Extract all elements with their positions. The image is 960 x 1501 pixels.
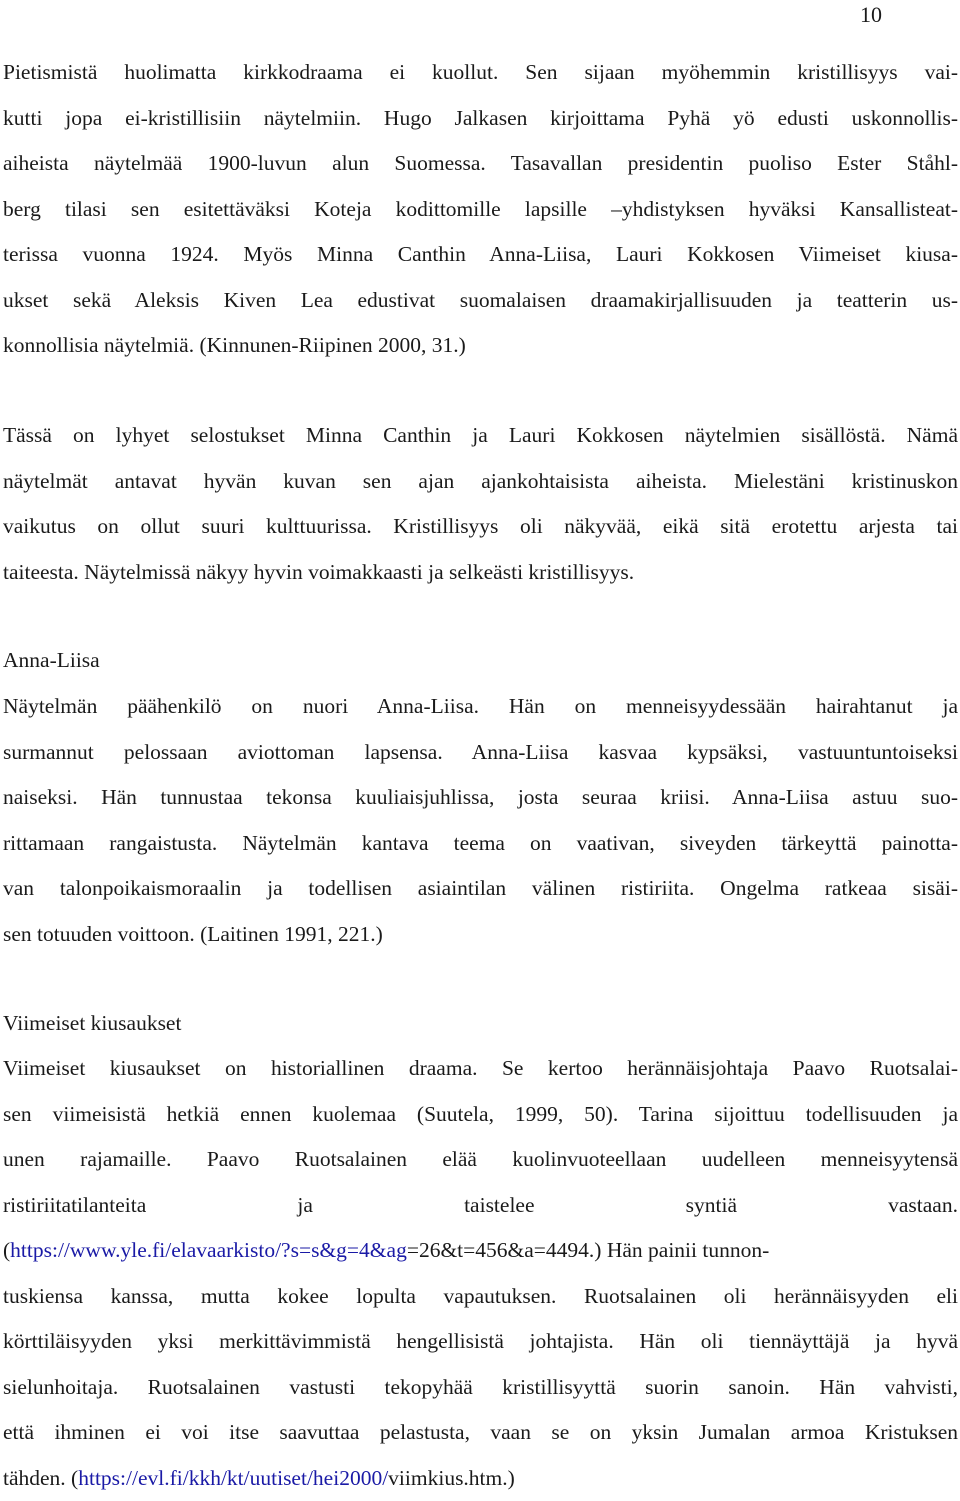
text-line: ukset sekä Aleksis Kiven Lea edustivat suomalaisen draamakirjallisuuden ja teatterin us- (3, 278, 958, 324)
line-prefix: tähden. ( (3, 1466, 78, 1490)
text-line: kutti jopa ei-kristillisiin näytelmiin. Hugo Jalkasen kirjoittama Pyhä yö edusti uskonnollis- (3, 96, 958, 142)
text-line-with-link (3, 1228, 958, 1274)
text-line: unen rajamaille. Paavo Ruotsalainen elää kuolinvuoteellaan uudelleen menneisyytensä (3, 1137, 958, 1183)
text-line: berg tilasi sen esitettäväksi Koteja kodittomille lapsille –yhdistyksen hyväksi Kansallisteat- (3, 187, 958, 233)
heading-text: Anna-Liisa (3, 638, 958, 684)
word: syntiä (686, 1183, 737, 1229)
text-line: aiheista näytelmää 1900-luvun alun Suomessa. Tasavallan presidentin puoliso Ester Ståhl- (3, 141, 958, 187)
evl-news-link[interactable]: https://evl.fi/kkh/kt/uutiset/hei2000/ (78, 1466, 388, 1490)
text-line: rittamaan rangaistusta. Näytelmän kantava teema on vaativan, siveyden tärkeyttä painotta- (3, 821, 958, 867)
word: vastaan. (888, 1183, 958, 1229)
heading-text: Viimeiset kiusaukset (3, 1001, 958, 1047)
text-line-spread (3, 1183, 958, 1229)
text-line: Pietismistä huolimatta kirkkodraama ei kuollut. Sen sijaan myöhemmin kristillisyys vai- (3, 50, 958, 96)
text-line: terissa vuonna 1924. Myös Minna Canthin Anna-Liisa, Lauri Kokkosen Viimeiset kiusa- (3, 232, 958, 278)
text-line: körttiläisyyden yksi merkittävimmistä hengellisistä johtajista. Hän oli tiennäyttäjä ja hyvä (3, 1319, 958, 1365)
text-line: tuskiensa kanssa, mutta kokee lopulta vapautuksen. Ruotsalainen oli herännäisyyden eli (3, 1274, 958, 1320)
paragraph-summary (3, 413, 958, 595)
text-line: että ihminen ei voi itse saavuttaa pelastusta, vaan se on yksin Jumalan armoa Kristuksen (3, 1410, 958, 1456)
yle-archive-link[interactable]: https://www.yle.fi/elavaarkisto/?s=s&g=4&ag (10, 1238, 407, 1262)
paragraph-viimeiset-kiusaukset (3, 1046, 958, 1501)
text-line-with-link (3, 1456, 958, 1501)
section-heading-anna-liisa (3, 638, 958, 684)
paren-open: ( (3, 1238, 10, 1262)
text-line: taiteesta. Näytelmissä näkyy hyvin voimakkaasti ja selkeästi kristillisyys. (3, 550, 958, 596)
text-line: sen totuuden voittoon. (Laitinen 1991, 221.) (3, 912, 958, 958)
text-line: van talonpoikaismoraalin ja todellisen asiaintilan välinen ristiriita. Ongelma ratkeaa sisäi- (3, 866, 958, 912)
text-line: sen viimeisistä hetkiä ennen kuolemaa (Suutela, 1999, 50). Tarina sijoittuu todellisuuden ja (3, 1092, 958, 1138)
text-line: Viimeiset kiusaukset on historiallinen draama. Se kertoo herännäisjohtaja Paavo Ruotsalai- (3, 1046, 958, 1092)
word: ja (297, 1183, 313, 1229)
section-heading-viimeiset-kiusaukset (3, 1001, 958, 1047)
paragraph-intro (3, 50, 958, 369)
line-suffix: viimkius.htm.) (388, 1466, 515, 1490)
text-line: konnollisia näytelmiä. (Kinnunen-Riipinen 2000, 31.) (3, 323, 958, 369)
word: ristiriitatilanteita (3, 1183, 146, 1229)
word: taistelee (464, 1183, 534, 1229)
paragraph-anna-liisa (3, 684, 958, 957)
text-line: surmannut pelossaan aviottoman lapsensa. Anna-Liisa kasvaa kypsäksi, vastuuntuntoiseksi (3, 730, 958, 776)
text-line: vaikutus on ollut suuri kulttuurissa. Kristillisyys oli näkyvää, eikä sitä erotettu arjesta tai (3, 504, 958, 550)
text-line: Näytelmän päähenkilö on nuori Anna-Liisa. Hän on menneisyydessään hairahtanut ja (3, 684, 958, 730)
page-number: 10 (860, 2, 882, 28)
link-trailing-text: =26&t=456&a=4494.) Hän painii tunnon- (407, 1238, 769, 1262)
text-line: näytelmät antavat hyvän kuvan sen ajan ajankohtaisista aiheista. Mielestäni kristinuskon (3, 459, 958, 505)
text-line: sielunhoitaja. Ruotsalainen vastusti tekopyhää kristillisyyttä suorin sanoin. Hän vahvisti, (3, 1365, 958, 1411)
text-line: Tässä on lyhyet selostukset Minna Canthin ja Lauri Kokkosen näytelmien sisällöstä. Nämä (3, 413, 958, 459)
text-line: naiseksi. Hän tunnustaa tekonsa kuuliaisjuhlissa, josta seuraa kriisi. Anna-Liisa astuu suo- (3, 775, 958, 821)
